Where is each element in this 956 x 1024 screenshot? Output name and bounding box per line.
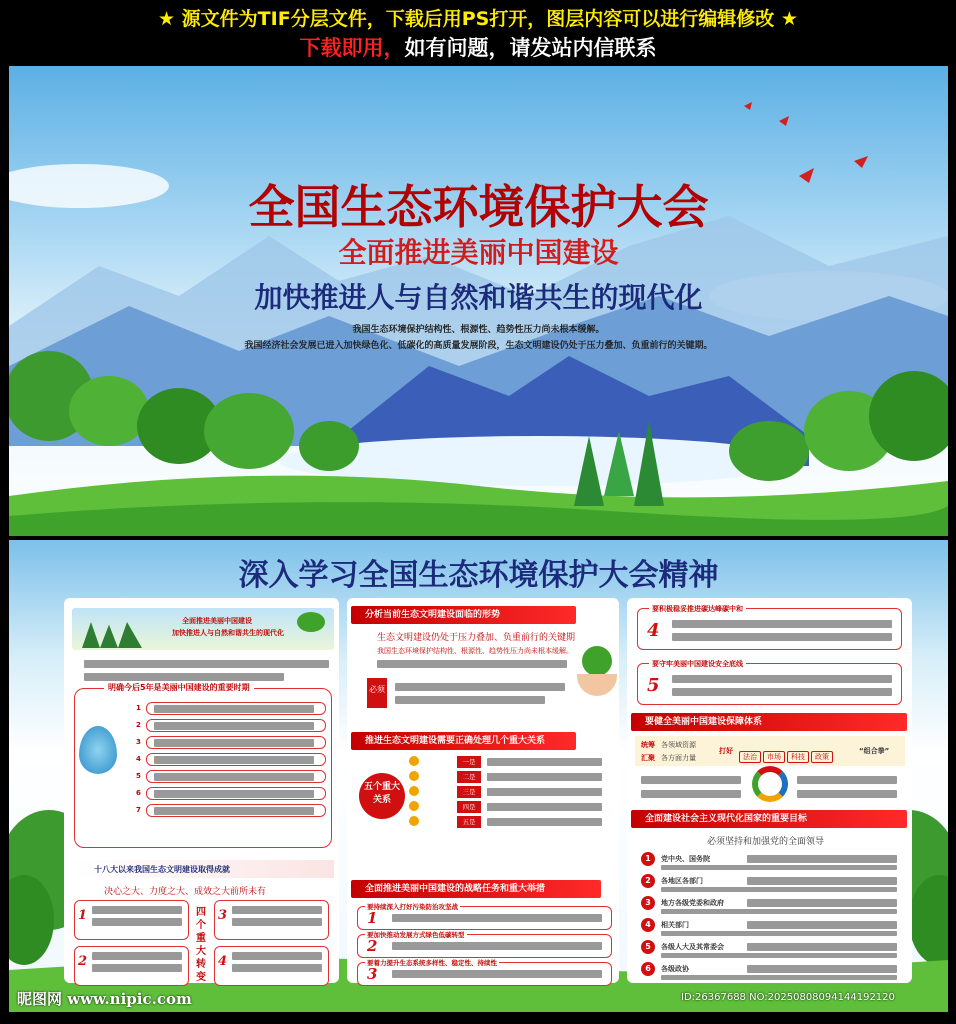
five-relations-badge: 五个重大关系 xyxy=(359,773,405,819)
item-5-label: 要守牢美丽中国建设安全底线 xyxy=(649,659,746,669)
task-num: 1 xyxy=(367,909,378,927)
text-line xyxy=(661,931,897,936)
tree-in-hands-icon xyxy=(582,646,612,676)
five-year-item-num: 3 xyxy=(136,738,141,746)
top-notice-banner xyxy=(0,0,956,64)
achievement-num-2: 2 xyxy=(78,954,88,969)
section-achievements-title: 十八大以来我国生态文明建设取得成就 xyxy=(94,865,230,874)
section-goals-head: 全面建设社会主义现代化国家的重要目标 xyxy=(631,810,907,828)
text-line xyxy=(392,914,602,922)
text-line xyxy=(487,788,602,796)
goal-num: 6 xyxy=(641,962,655,976)
text-line xyxy=(487,803,602,811)
task-label: 要加快推动发展方式绿色低碳转型 xyxy=(367,931,465,939)
item-4-num: 4 xyxy=(647,620,660,641)
text-line xyxy=(392,942,602,950)
text-line xyxy=(395,683,565,691)
achievement-num-3: 3 xyxy=(218,908,228,923)
board-title: 深入学习全国生态环境保护大会精神 xyxy=(238,558,719,593)
text-line xyxy=(672,633,892,641)
text-line xyxy=(92,964,182,972)
text-line xyxy=(797,790,897,798)
text-line xyxy=(672,688,892,696)
text-line xyxy=(641,790,741,798)
footer-logo: 昵图网 www.nipic.com xyxy=(17,990,192,1008)
relation-level: 二是 xyxy=(457,771,481,783)
relation-dot xyxy=(409,786,419,796)
text-line xyxy=(747,943,897,951)
text-line xyxy=(747,855,897,863)
notice-line-1: ★ 源文件为TIF分层文件，下载后用PS打开，图层内容可以进行编辑修改 ★ xyxy=(158,8,798,30)
relation-dot xyxy=(409,801,419,811)
goal-label: 地方各级党委和政府 xyxy=(661,899,724,907)
task-label: 要着力提升生态系统多样性、稳定性、持续性 xyxy=(367,959,497,967)
text-line xyxy=(672,620,892,628)
text-line xyxy=(92,918,182,926)
text-line xyxy=(487,758,602,766)
goal-label: 相关部门 xyxy=(661,921,689,929)
goal-label: 各级政协 xyxy=(661,965,689,973)
task-num: 3 xyxy=(367,965,378,983)
text-line xyxy=(154,756,314,764)
section-situation-head: 分析当前生态文明建设面临的形势 xyxy=(351,606,576,624)
goal-num: 2 xyxy=(641,874,655,888)
hero-title: 全国生态环境保护大会 xyxy=(248,180,709,234)
guarantee-t2b: 各方面力量 xyxy=(661,754,696,762)
text-line xyxy=(232,964,322,972)
goal-label: 各级人大及其常委会 xyxy=(661,943,724,951)
text-line xyxy=(84,673,284,681)
text-line xyxy=(84,660,329,668)
hero-panel xyxy=(9,66,948,536)
text-line xyxy=(154,790,314,798)
relation-dot xyxy=(409,816,419,826)
notice-white-text: 如有问题，请发站内信联系 xyxy=(404,36,657,60)
five-year-item-num: 4 xyxy=(136,755,141,763)
item-4-box xyxy=(637,608,902,650)
pill-market: 市场 xyxy=(763,751,785,763)
text-line xyxy=(92,906,182,914)
situation-script: 生态文明建设仍处于压力叠加、负重前行的关键期 xyxy=(377,633,576,643)
four-major-changes: 四个重大转变 xyxy=(192,906,210,976)
text-line xyxy=(395,696,545,704)
column-3-card xyxy=(627,598,912,983)
section-guarantee-head: 要健全美丽中国建设保障体系 xyxy=(631,713,907,731)
text-line xyxy=(232,918,322,926)
item-4-label: 要积极稳妥推进碳达峰碳中和 xyxy=(649,604,746,614)
column-1-image-text-1: 全面推进美丽中国建设 xyxy=(182,617,252,625)
relation-level: 四是 xyxy=(457,801,481,813)
text-line xyxy=(661,909,897,914)
column-1-image-text-2: 加快推进人与自然和谐共生的现代化 xyxy=(172,629,284,637)
tree-icon xyxy=(297,612,325,632)
text-line xyxy=(747,877,897,885)
goal-label: 各地区各部门 xyxy=(661,877,703,885)
footer-id: ID:26367688 NO:20250808094144192120 xyxy=(681,992,895,1003)
text-line xyxy=(232,952,322,960)
relation-level: 五是 xyxy=(457,816,481,828)
pine-trees-icon xyxy=(82,622,142,648)
text-line xyxy=(154,722,314,730)
goal-num: 1 xyxy=(641,852,655,866)
achievement-num-1: 1 xyxy=(78,908,88,923)
notice-red-text: 下载即用， xyxy=(299,36,405,60)
hero-subtitle-1: 全面推进美丽中国建设 xyxy=(338,236,619,269)
text-line xyxy=(377,660,567,668)
text-line xyxy=(747,965,897,973)
text-line xyxy=(661,865,897,870)
guarantee-combo: “组合拳” xyxy=(859,747,890,755)
hands-icon xyxy=(577,674,617,696)
achievements-slogan: 决心之大、力度之大、成效之大前所未有 xyxy=(104,887,267,897)
relation-level: 一是 xyxy=(457,756,481,768)
text-line xyxy=(154,739,314,747)
text-line xyxy=(154,773,314,781)
goal-num: 5 xyxy=(641,940,655,954)
pill-tech: 科技 xyxy=(787,751,809,763)
column-2-card xyxy=(347,598,619,983)
situation-sub: 我国生态环境保护结构性、根源性、趋势性压力尚未根本缓解。 xyxy=(377,647,573,655)
text-line xyxy=(232,906,322,914)
guarantee-t1: 统筹 xyxy=(641,741,655,749)
text-line xyxy=(487,818,602,826)
five-year-item-num: 2 xyxy=(136,721,141,729)
goal-label: 党中央、国务院 xyxy=(661,855,710,863)
text-line xyxy=(92,952,182,960)
task-label: 要持续深入打好污染防治攻坚战 xyxy=(367,903,458,911)
task-num: 2 xyxy=(367,937,378,955)
item-5-box xyxy=(637,663,902,705)
five-year-item-num: 6 xyxy=(136,789,141,797)
achievement-num-4: 4 xyxy=(218,954,228,969)
notice-line-2 xyxy=(0,34,956,62)
guarantee-t1b: 各领域资源 xyxy=(661,741,696,749)
goal-num: 4 xyxy=(641,918,655,932)
guarantee-t3: 打好 xyxy=(719,747,733,755)
text-line xyxy=(747,899,897,907)
hero-desc-1: 我国生态环境保护结构性、根源性、趋势性压力尚未根本缓解。 xyxy=(352,325,605,335)
column-1-image xyxy=(72,608,334,650)
text-line xyxy=(154,705,314,713)
text-line xyxy=(641,776,741,784)
text-line xyxy=(487,773,602,781)
section-5-years-title: 明确今后5年是美丽中国建设的重要时期 xyxy=(104,682,254,693)
item-5-num: 5 xyxy=(647,675,660,696)
text-line xyxy=(392,970,602,978)
text-line xyxy=(747,921,897,929)
goal-num: 3 xyxy=(641,896,655,910)
column-1-card xyxy=(64,598,339,983)
five-year-item-num: 1 xyxy=(136,704,141,712)
hero-subtitle-2: 加快推进人与自然和谐共生的现代化 xyxy=(254,281,703,314)
relation-dot xyxy=(409,756,419,766)
text-line xyxy=(661,953,897,958)
hero-desc-2: 我国经济社会发展已进入加快绿色化、低碳化的高质量发展阶段，生态文明建设仍处于压力叠加、负重前行的关键期。 xyxy=(244,341,713,351)
board-panel xyxy=(9,540,948,1012)
five-year-item-num: 5 xyxy=(136,772,141,780)
relation-level: 三是 xyxy=(457,786,481,798)
text-line xyxy=(672,675,892,683)
goals-lead: 必须坚持和加强党的全面领导 xyxy=(707,837,825,847)
text-line xyxy=(154,807,314,815)
pill-policy: 政策 xyxy=(811,751,833,763)
section-relations-head: 推进生态文明建设需要正确处理几个重大关系 xyxy=(351,732,576,750)
five-year-item-num: 7 xyxy=(136,806,141,814)
text-line xyxy=(661,887,897,892)
four-part-wheel-icon xyxy=(752,766,788,802)
section-tasks-head: 全面推进美丽中国建设的战略任务和重大举措 xyxy=(351,880,601,898)
relation-dot xyxy=(409,771,419,781)
pill-law: 法治 xyxy=(739,751,761,763)
must-label: 必须 xyxy=(367,678,387,708)
guarantee-pills xyxy=(739,744,835,763)
guarantee-t2: 汇聚 xyxy=(641,754,655,762)
text-line xyxy=(661,975,897,980)
text-line xyxy=(797,776,897,784)
